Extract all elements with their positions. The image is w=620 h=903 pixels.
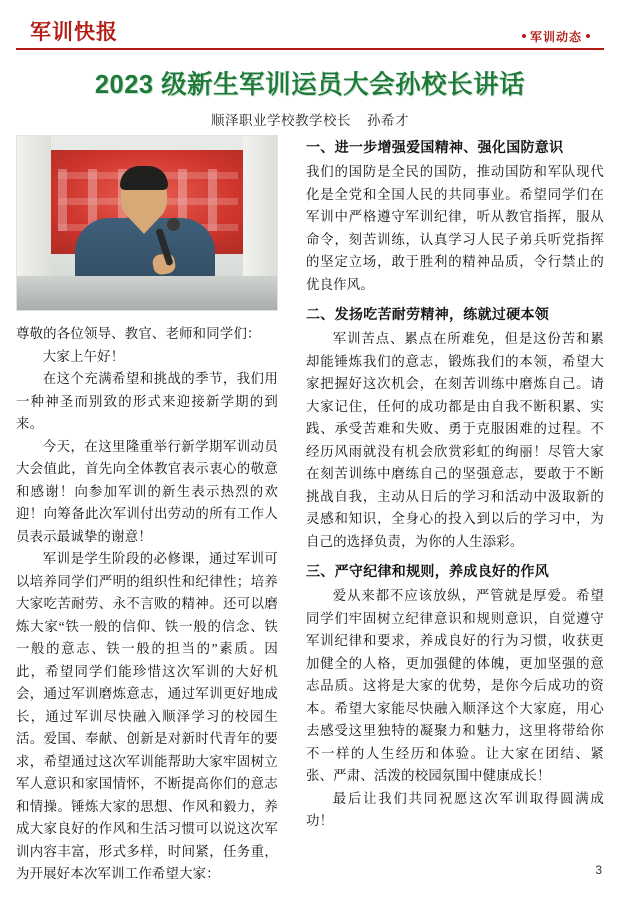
photo-speaker-hair [120,166,168,190]
left-column [16,135,278,886]
photo-table [17,276,277,310]
masthead-title: 军训快报 [30,21,118,44]
byline-speaker: 孙希才 [367,113,409,128]
masthead-section-label: 军训动态 [529,30,582,44]
paragraph: 军训是学生阶段的必修课，通过军训可以培养同学们严明的组织性和纪律性；培养大家吃苦耐劳、永不言败的精神。还可以磨炼大家“铁一般的信仰、铁一般的信念、铁一般的意志、铁一般的担当的”素质。因此，希望同学们能珍惜这次军训的大好机会，通过军训磨炼意志，通过军训更好地成长，通过军训尽快融入顺泽学习的校园生活。爱国、奉献、创新是对新时代青年的要求，希望通过这次军训能帮助大家牢固树立军人意识和家国情怀，不断提高你们的意志和情操。锤炼大家的思想、作风和毅力，养成大家良好的作风和生活习惯可以说这次军训内容丰富，形式多样，时间紧，任务重，为开展好本次军训工作希望大家： [16,551,278,881]
masthead-section-tag [510,28,598,45]
newsletter-page [0,10,620,887]
speaker-photo [16,135,278,311]
paragraph: 今天，在这里隆重举行新学期军训动员大会值此，首先向全体教官表示衷心的敬意和感谢！向参加军训的新生表示热烈的欢迎！向筹备此次军训付出劳动的所有工作人员表示最诚挚的谢意！ [16,438,278,544]
paragraph: 大家上午好！ [42,348,125,364]
paragraph: 爱从来都不应该放纵，严管就是厚爱。希望同学们牢固树立纪律意识和规则意识，自觉遵守军训纪律和要求，养成良好的行为习惯，收获更加健全的人格，更加强健的体魄，更加坚强的意志品质。这将是大家的优势，是你今后成功的资本。希望大家能尽快融入顺泽这个大家庭，用心去感受这里独特的凝聚力和魅力，这里将带给你不一样的人生经历和体验。让大家在团结、紧张、严肃、活泼的校园氛围中健康成长！ [306,588,604,783]
byline [16,109,604,129]
bullet-icon [522,34,526,38]
right-column [306,135,604,833]
byline-school: 顺泽职业学校教学校长 [211,113,351,128]
masthead-divider [16,48,604,50]
page-number: 3 [595,863,602,877]
article-columns [16,135,604,903]
bullet-icon [586,34,590,38]
paragraph: 尊敬的各位领导、教官、老师和同学们： [16,326,261,341]
microphone-head-icon [167,218,180,231]
paragraph: 军训苦点、累点在所难免，但是这份苦和累却能锤炼我们的意志，锻炼我们的本领，希望大家把握好这次机会，在刻苦训练中磨炼自己。请大家记住，任何的成功都是由自我不断积累、实践、承受苦难和失败、勇于克服困难的过程。不经历风雨就没有机会欣赏彩虹的绚丽！尽管大家在刻苦训练中磨练自己的坚强意志，要敢于不断挑战自我，主动从日后的学习和活动中汲取新的灵感和知识，全身心的投入到以后的学习中，为自己的选择负责，为你的人生添彩。 [306,331,604,549]
paragraph: 我们的国防是全民的国防，推动国防和军队现代化是全党和全国人民的共同事业。希望同学们在军训中严格遵守军训纪律，听从教官指挥，服从命令，刻苦训练，认真学习人民子弟兵听党指挥的坚定立场，敢于胜利的精神品质，令行禁止的优良作风。 [306,164,604,292]
page-title: 2023 级新生军训运员大会孙校长讲话 [94,71,526,99]
section-heading-two: 二、发扬吃苦耐劳精神，练就过硬本领 [306,306,550,322]
section-heading-one: 一、进一步增强爱国精神、强化国防意识 [306,139,564,155]
paragraph: 在这个充满希望和挑战的季节，我们用一种神圣而别致的形式来迎接新学期的到来。 [16,371,278,431]
masthead [16,10,604,56]
section-heading-three: 三、严守纪律和规则，养成良好的作风 [306,563,550,579]
paragraph: 最后让我们共同祝愿这次军训取得圆满成功！ [306,790,604,828]
